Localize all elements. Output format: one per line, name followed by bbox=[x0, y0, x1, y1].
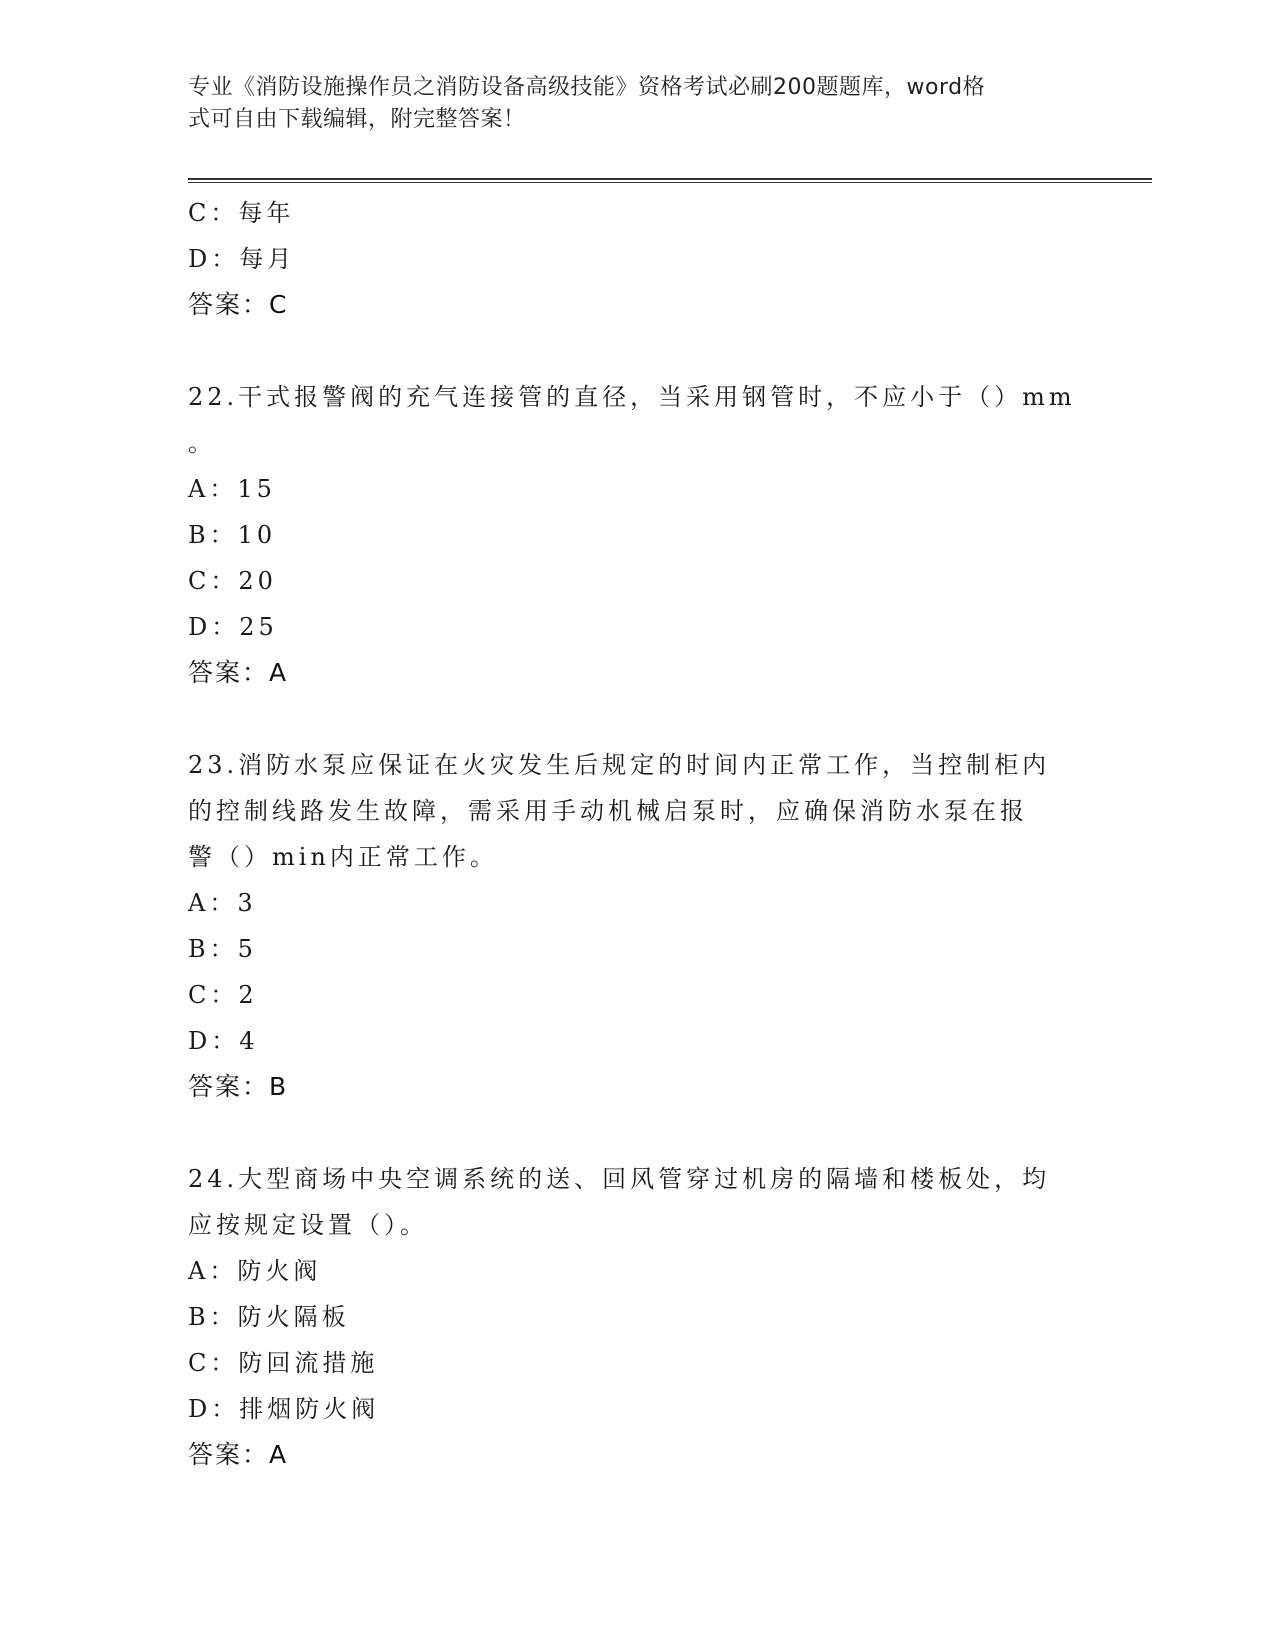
header-line-1: 专业《消防设施操作员之消防设备高级技能》资格考试必刷200题题库，word格 bbox=[188, 75, 986, 100]
spacer bbox=[188, 328, 1088, 374]
spacer bbox=[188, 696, 1088, 742]
question-text-line: 应按规定设置（）。 bbox=[188, 1211, 428, 1239]
option-d: D：每月 bbox=[188, 245, 296, 273]
answer: 答案：A bbox=[188, 1440, 289, 1469]
question-list bbox=[188, 190, 1088, 1478]
question-24 bbox=[188, 1156, 1088, 1478]
option-a: A：15 bbox=[188, 475, 276, 503]
option-d: D：4 bbox=[188, 1027, 259, 1055]
option-b: B：防火隔板 bbox=[188, 1303, 350, 1331]
option-a: A：3 bbox=[188, 889, 257, 917]
option-c: C：防回流措施 bbox=[188, 1349, 379, 1377]
answer: 答案：B bbox=[188, 1072, 289, 1101]
question-text-line: 24.大型商场中央空调系统的送、回风管穿过机房的隔墙和楼板处，均 bbox=[188, 1165, 1051, 1193]
header-divider bbox=[188, 178, 1152, 183]
option-a: A：防火阀 bbox=[188, 1257, 322, 1285]
question-text-line: 23.消防水泵应保证在火灾发生后规定的时间内正常工作，当控制柜内 bbox=[188, 751, 1051, 779]
question-text-line: 22.干式报警阀的充气连接管的直径，当采用钢管时，不应小于（）mm bbox=[188, 383, 1076, 411]
option-b: B：10 bbox=[188, 521, 277, 549]
option-c: C：2 bbox=[188, 981, 258, 1009]
option-d: D：25 bbox=[188, 613, 278, 641]
question-21-tail bbox=[188, 190, 1088, 328]
header-line-2: 式可自由下载编辑，附完整答案！ bbox=[188, 107, 526, 132]
answer: 答案：C bbox=[188, 290, 289, 319]
spacer bbox=[188, 1110, 1088, 1156]
question-text-line: 警（）min内正常工作。 bbox=[188, 843, 498, 871]
question-23 bbox=[188, 742, 1088, 1110]
question-22 bbox=[188, 374, 1088, 696]
option-c: C：每年 bbox=[188, 199, 295, 227]
document-header bbox=[188, 72, 1068, 136]
question-text-line: 的控制线路发生故障，需采用手动机械启泵时，应确保消防水泵在报 bbox=[188, 797, 1028, 825]
option-c: C：20 bbox=[188, 567, 277, 595]
question-text-line: 。 bbox=[188, 429, 216, 457]
answer: 答案：A bbox=[188, 658, 289, 687]
option-b: B：5 bbox=[188, 935, 257, 963]
option-d: D：排烟防火阀 bbox=[188, 1395, 380, 1423]
